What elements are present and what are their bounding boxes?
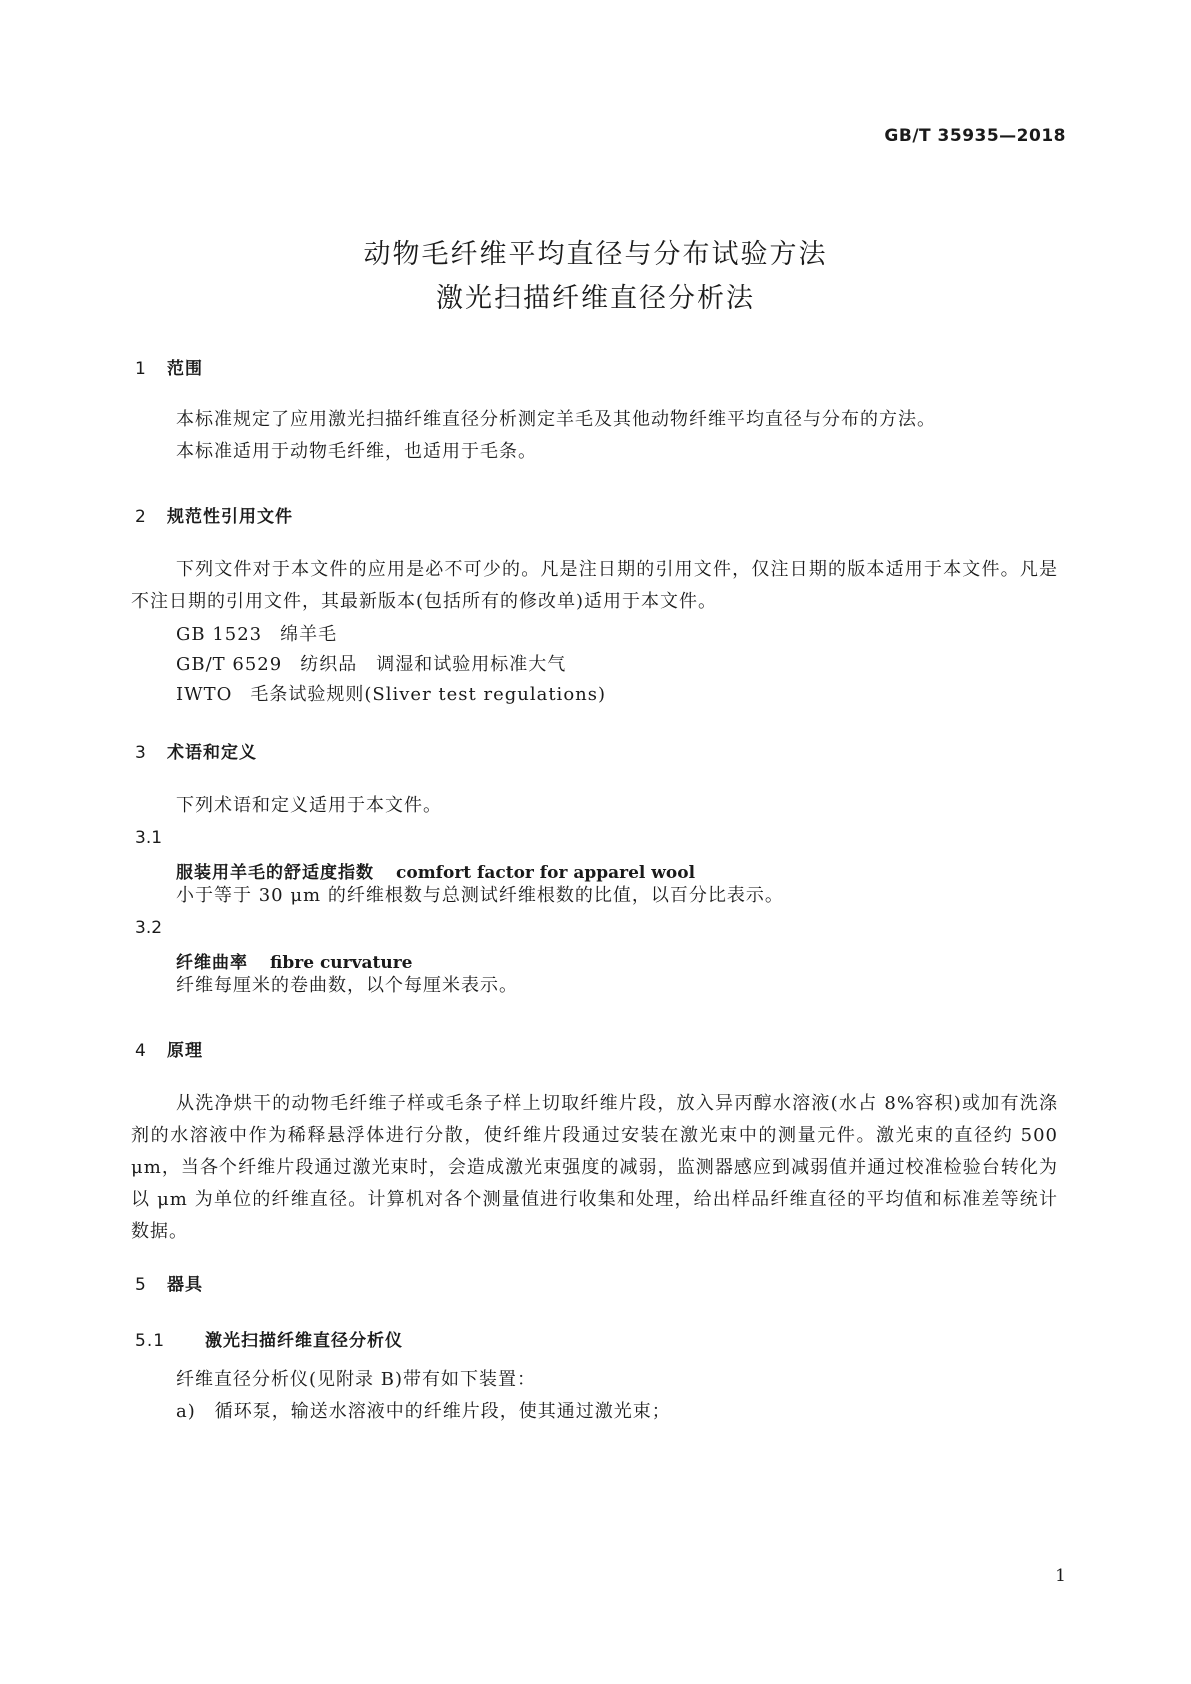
section-title: 术语和定义 bbox=[167, 743, 257, 763]
paragraph: 纤维直径分析仪(见附录 B)带有如下装置： bbox=[176, 1369, 536, 1390]
section-title: 范围 bbox=[167, 359, 203, 379]
normative-reference bbox=[176, 680, 606, 706]
document-title-line1: 动物毛纤维平均直径与分布试验方法 bbox=[363, 239, 828, 270]
list-item: a) 循环泵，输送水溶液中的纤维片段，使其通过激光束； bbox=[176, 1401, 671, 1422]
paragraph: 下列文件对于本文件的应用是必不可少的。凡是注日期的引用文件，仅注日期的版本适用于本文件。凡是不注日期的引用文件，其最新版本(包括所有的修改单)适用于本文件。 bbox=[131, 559, 1058, 612]
reference-code: IWTO bbox=[176, 684, 233, 705]
term-number: 3.2 bbox=[135, 918, 163, 938]
term-en: fibre curvature bbox=[270, 953, 413, 973]
reference-title: 绵羊毛 bbox=[280, 624, 338, 645]
term-number: 3.1 bbox=[135, 828, 163, 848]
reference-title: 毛条试验规则(Sliver test regulations) bbox=[250, 684, 607, 705]
section-title: 规范性引用文件 bbox=[167, 507, 293, 527]
section-number: 4 bbox=[135, 1041, 147, 1061]
subsection-number: 5.1 bbox=[135, 1331, 166, 1351]
section-2-heading bbox=[135, 502, 293, 527]
term-definition: 小于等于 30 μm 的纤维根数与总测试纤维根数的比值，以百分比表示。 bbox=[176, 885, 784, 906]
section-5-heading bbox=[135, 1270, 203, 1295]
term-definition: 纤维每厘米的卷曲数，以个每厘米表示。 bbox=[176, 975, 518, 996]
section-3-heading bbox=[135, 738, 257, 763]
document-title-line2: 激光扫描纤维直径分析法 bbox=[436, 283, 755, 314]
reference-code: GB 1523 bbox=[176, 624, 263, 645]
section-number: 2 bbox=[135, 507, 147, 527]
section-1-heading bbox=[135, 354, 203, 379]
paragraph: 本标准规定了应用激光扫描纤维直径分析测定羊毛及其他动物纤维平均直径与分布的方法。 bbox=[176, 409, 936, 430]
paragraph: 本标准适用于动物毛纤维，也适用于毛条。 bbox=[176, 441, 537, 462]
section-title: 器具 bbox=[167, 1275, 203, 1295]
normative-reference bbox=[176, 650, 566, 676]
section-title: 原理 bbox=[167, 1041, 203, 1061]
paragraph: 下列术语和定义适用于本文件。 bbox=[176, 795, 442, 816]
standard-code: GB/T 35935—2018 bbox=[884, 126, 1066, 146]
section-number: 5 bbox=[135, 1275, 147, 1295]
normative-reference bbox=[176, 620, 337, 646]
section-number: 3 bbox=[135, 743, 147, 763]
subsection-title: 激光扫描纤维直径分析仪 bbox=[205, 1331, 403, 1351]
section-4-heading bbox=[135, 1036, 203, 1061]
page-number: 1 bbox=[1055, 1566, 1066, 1586]
reference-code: GB/T 6529 bbox=[176, 654, 283, 675]
section-number: 1 bbox=[135, 359, 147, 379]
reference-title: 纺织品 调湿和试验用标准大气 bbox=[300, 654, 567, 675]
term-zh: 纤维曲率 bbox=[176, 953, 248, 973]
subsection-5-1-heading bbox=[135, 1326, 403, 1351]
term-en: comfort factor for apparel wool bbox=[396, 863, 696, 883]
term-zh: 服装用羊毛的舒适度指数 bbox=[176, 863, 374, 883]
paragraph: 从洗净烘干的动物毛纤维子样或毛条子样上切取纤维片段，放入异丙醇水溶液(水占 8%容积)或加有洗涤剂的水溶液中作为稀释悬浮体进行分散，使纤维片段通过安装在激光束中的测量元件。激光束的直径约 500 μm，当各个纤维片段通过激光束时，会造成激光束强度的减弱，监测器感应到减弱值并通过校准检验台转化为以 μm 为单位的纤维直径。计算机对各个测量值进行收集和处理，给出样品纤维直径的平均值和标准差等统计数据。 bbox=[131, 1093, 1058, 1242]
